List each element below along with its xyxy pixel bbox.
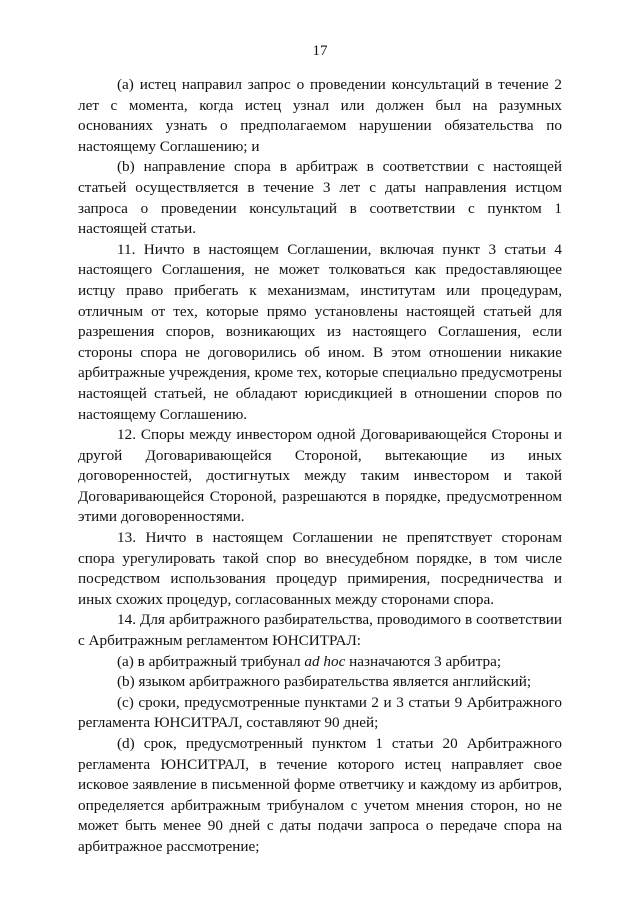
paragraph-12: 12. Споры между инвестором одной Договаривающейся Стороны и другой Договаривающейся Стороной, вытекающие из иных договоренностей, достигнутых между таким инвестором и такой Договаривающейся Стороной, разрешаются в порядке, предусмотренном этими договоренностями.	[78, 426, 562, 526]
paragraph-14b: (b) языком арбитражного разбирательства является английский;	[117, 673, 532, 691]
paragraph-10b: (b) направление спора в арбитраж в соответствии с настоящей статьей осуществляется в течение 3 лет с даты направления истцом запроса о проведении консультаций в соответствии с пунктом 1 настоящей статьи.	[78, 158, 562, 238]
paragraph-14c: (c) сроки, предусмотренные пунктами 2 и 3 статьи 9 Арбитражного регламента ЮНСИТРАЛ, составляют 90 дней;	[78, 693, 562, 732]
page-number: 17	[312, 43, 328, 59]
paragraph-14a-text-start: (a) в арбитражный трибунал	[117, 652, 305, 670]
document-body	[78, 75, 562, 858]
paragraph-14a-italic-term: ad hoc	[304, 652, 346, 670]
paragraph-11: 11. Ничто в настоящем Соглашении, включая пункт 3 статьи 4 настоящего Соглашения, не может толковаться как предоставляющее истцу право прибегать к механизмам, институтам или процедурам, отличным от тех, которые прямо установлены настоящей статьей для разрешения споров, возникающих из настоящего Соглашения, если стороны спора не договорились об ином. В этом отношении никакие арбитражные учреждения, кроме тех, которые специально предусмотрены настоящей статьей, не обладают юрисдикцией в отношении споров по настоящему Соглашению.	[78, 240, 562, 423]
paragraph-14d: (d) срок, предусмотренный пунктом 1 статьи 20 Арбитражного регламента ЮНСИТРАЛ, в течение которого истец направляет свое исковое заявление в письменной форме ответчику и каждому из арбитров, определяется арбитражным трибуналом с учетом мнения сторон, но не может быть менее 90 дней с даты подачи запроса о передаче спора на арбитражное рассмотрение;	[78, 735, 562, 855]
paragraph-14: 14. Для арбитражного разбирательства, проводимого в соответствии с Арбитражным регламентом ЮНСИТРАЛ:	[78, 611, 562, 650]
paragraph-14a-text-end: назначаются 3 арбитра;	[345, 652, 502, 670]
paragraph-14a	[78, 652, 562, 673]
paragraph-13: 13. Ничто в настоящем Соглашении не препятствует сторонам спора урегулировать такой спор во внесудебном порядке, в том числе посредством использования процедур примирения, посредничества и иных схожих процедур, согласованных между сторонами спора.	[78, 529, 562, 608]
paragraph-10a: (a) истец направил запрос о проведении консультаций в течение 2 лет с момента, когда истец узнал или должен был на разумных основаниях узнать о предполагаемом нарушении обязательства по настоящему Соглашению; и	[78, 76, 562, 155]
